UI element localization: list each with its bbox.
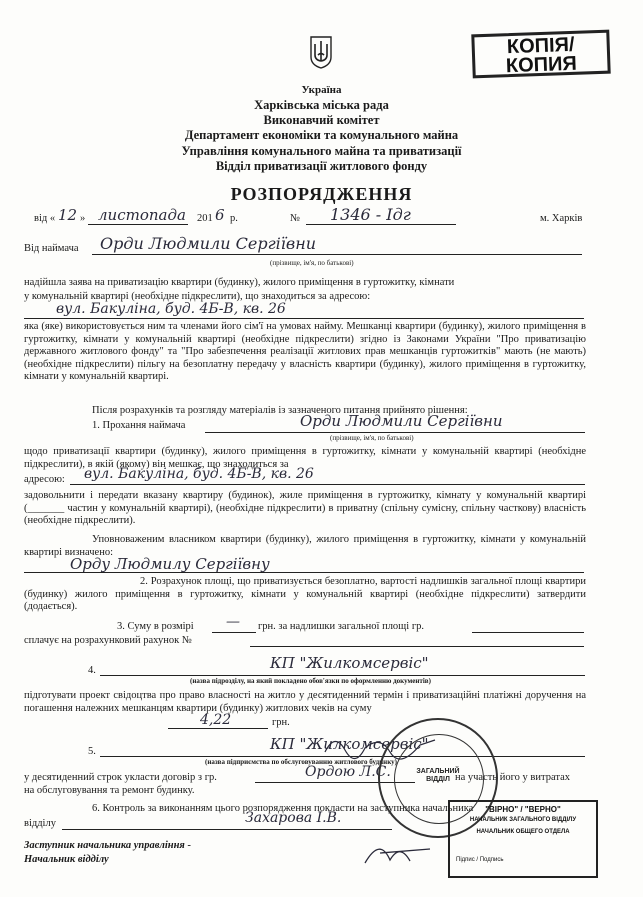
item-3-name-line <box>472 632 584 633</box>
item-4-line <box>100 675 585 676</box>
tenant-label: Від наймача <box>24 243 79 254</box>
tenant-caption: (прізвище, ім'я, по батькові) <box>270 259 354 267</box>
owner-line <box>24 572 584 573</box>
header-directorate: Управління комунального майна та приватизації <box>181 144 462 158</box>
item-6b: відділу <box>24 818 56 829</box>
date-month-line <box>88 224 188 225</box>
order-number-line <box>306 224 456 225</box>
para-7-sum-line <box>168 728 268 729</box>
date-close: » <box>80 213 86 224</box>
item-4-label: 4. <box>88 665 96 676</box>
item-6a: 6. Контроль за виконанням цього розпорядження покласти на заступника начальника <box>92 803 474 814</box>
header-section: Відділ приватизації житлового фонду <box>215 159 428 173</box>
address-2-label: адресою: <box>24 474 65 485</box>
item-4-value: КП "Жилкомсервіс" <box>270 654 429 672</box>
trident-emblem-icon <box>309 35 333 69</box>
item-1-caption: (прізвище, ім'я, по батькові) <box>330 434 414 442</box>
date-prefix: від « <box>34 213 56 224</box>
item-1-label: 1. Прохання наймача <box>92 420 186 431</box>
item-1-name: Орди Людмили Сергіївни <box>300 412 503 430</box>
order-number: 1346 - Ідг <box>330 205 411 224</box>
address-1-line <box>24 318 584 319</box>
para-1b: у комунальній квартирі (необхідне підкреслити), що знаходиться за адресою: <box>24 291 371 302</box>
para-8a-name: Ордою Л.С. <box>305 764 391 780</box>
item-3-value: — <box>226 614 240 630</box>
para-5: задовольнити і передати вказану квартиру (будинок), жиле приміщення в гуртожитку, кімнату у комунальній квартирі (_______ частин у комунальній квартирі), (необхідне підкреслити) в приватну (спільну сумісну, спільну часткову) власність (необхідне підкреслити). <box>24 490 586 526</box>
header-council: Харківська міська рада <box>254 98 389 112</box>
copy-stamp <box>471 30 610 79</box>
item-2: 2. Розрахунок площі, що приватизується безоплатно, вартості надлишків загальної площі квартири (будинку) жилого приміщення в гуртожитку, кімнати у комунальній квартирі (необхідне підкреслити) затвердити (додається). <box>24 576 586 612</box>
copy-stamp-line-1: КОПІЯ/ <box>506 33 575 59</box>
city: м. Харків <box>540 213 583 224</box>
round-seal-text: ЗАГАЛЬНИЙ ВІДДІЛ <box>416 768 460 783</box>
para-2: яка (яке) використовується ним та членами його сім'ї на умовах найму. Мешканці квартири (будинку), жилого приміщення в гуртожитку, кімнати у комунальній квартирі (необхідне підкреслити) згідно із Законами України "Про приватизацію державного житлового фонду" та "Про забезпечення реалізації житлових прав мешканців гуртожитків" мають (не мають) (необхідне підкреслити) пільгу на безоплатну передачу у власність квартири (будинку), жилого приміщення в гуртожитку, кімнати у комунальній квартирі. <box>24 321 586 382</box>
address-2: вул. Бакуліна, буд. 4Б-В, кв. 26 <box>84 466 314 482</box>
verified-copy-stamp <box>448 800 598 878</box>
item-5-label: 5. <box>88 746 96 757</box>
item-3b: сплачує на розрахунковий рахунок № <box>24 635 192 646</box>
para-7: підготувати проект свідоцтва про право власності на житло у десятиденний термін і приватизаційні платіжні доручення на погашення належних мешканцям квартири (будинку) житлових чеків на суму <box>24 690 586 714</box>
verified-stamp-line-1: НАЧАЛЬНИК ЗАГАЛЬНОГО ВІДДІЛУ <box>469 817 577 823</box>
address-1: вул. Бакуліна, буд. 4Б-В, кв. 26 <box>56 301 286 317</box>
date-day: 12 <box>58 206 78 224</box>
date-year-prefix: 201 <box>197 213 213 224</box>
copy-stamp-line-2: КОПИЯ <box>505 52 578 78</box>
para-1a: надійшла заява на приватизацію квартири (будинку), жилого приміщення в гуртожитку, кімнати <box>24 277 455 288</box>
item-6-line <box>62 829 392 830</box>
para-6: Уповноваженим власником квартири (будинку), жилого приміщення в гуртожитку, кімнати у комунальній квартирі визначено: <box>24 534 586 558</box>
signatory-line-2: Начальник відділу <box>24 854 109 865</box>
verified-stamp-line-2: НАЧАЛЬНИК ОБЩЕГО ОТДЕЛА <box>476 829 570 835</box>
tenant-name-line <box>92 254 582 255</box>
para-7-unit: грн. <box>272 717 290 728</box>
item-6-signature: Захарова І.В. <box>245 810 342 826</box>
para-3: Після розрахунків та розгляду матеріалів із зазначеного питання прийнято рішення: <box>92 405 468 416</box>
header-country: Україна <box>301 84 342 96</box>
date-year-suffix: р. <box>230 213 238 224</box>
signatory-line-1: Заступник начальника управління - <box>24 840 191 851</box>
verified-stamp-title: "ВІРНО" / "ВЕРНО" <box>485 805 561 814</box>
date-year-digit: 6 <box>215 206 225 224</box>
item-3-value-line <box>212 632 256 633</box>
item-4-caption: (назва підрозділу, на який покладено обов'язки по оформленню документів) <box>190 677 431 685</box>
tenant-name: Орди Людмили Сергіївни <box>100 234 317 253</box>
verified-stamp-sign: Підпис / Подпись <box>456 857 504 863</box>
item-3-label: 3. Суму в розмірі <box>117 621 194 632</box>
header-department: Департамент економіки та комунального майна <box>184 128 459 142</box>
owner-name: Орду Людмилу Сергіївну <box>70 555 270 573</box>
address-2-line <box>70 484 585 485</box>
item-3b-line <box>250 646 584 647</box>
document-title: РОЗПОРЯДЖЕННЯ <box>230 184 413 204</box>
number-label: № <box>290 213 301 224</box>
para-8a-rest: на участь його у витратах <box>455 772 570 783</box>
date-month: листопада <box>98 206 186 224</box>
item-5-value: КП "Жилкомсервіс" <box>270 735 429 753</box>
para-7-sum: 4,22 <box>200 712 232 728</box>
signature-scribble-2 <box>360 835 450 870</box>
header-committee: Виконавчий комітет <box>263 113 380 127</box>
item-3-rest: грн. за надлишки загальної площі гр. <box>258 621 424 632</box>
para-8b: на обслуговування та ремонт будинку. <box>24 785 195 796</box>
para-4: щодо приватизації квартири (будинку), жилого приміщення в гуртожитку, кімнати у комунальній квартирі (необхідне підкреслити), в якій (якому) він мешкає, що знаходиться за <box>24 446 586 470</box>
item-5-caption: (назва підприємства по обслуговуванню житлового будинку) <box>205 758 397 766</box>
item-1-line <box>205 432 585 433</box>
para-8a: у десятиденний строк укласти договір з гр. <box>24 772 217 783</box>
